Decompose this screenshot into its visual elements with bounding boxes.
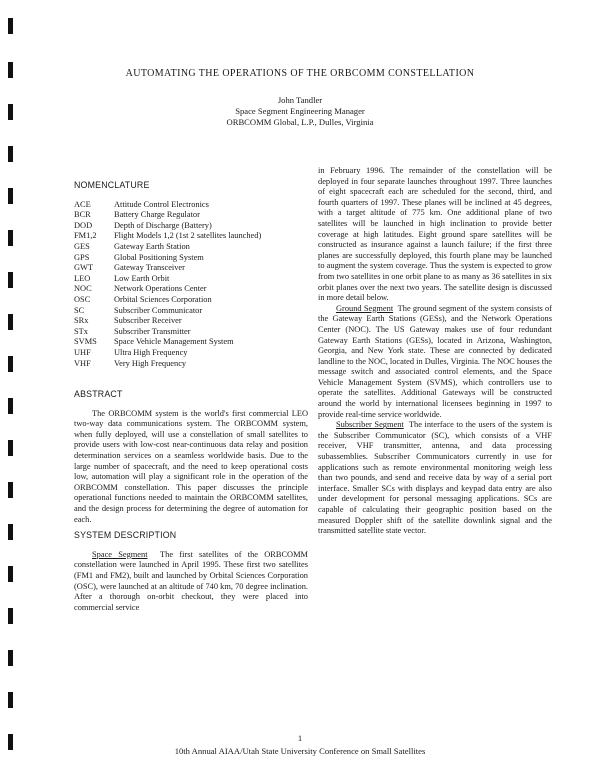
margin-mark: [8, 146, 13, 162]
margin-mark: [8, 188, 13, 204]
nom-abbr: FM1,2: [74, 231, 97, 241]
nomenclature-list: [74, 200, 308, 370]
margin-mark: [8, 314, 13, 330]
margin-mark: [8, 608, 13, 624]
nomenclature-heading: NOMENCLATURE: [74, 180, 150, 190]
author-block: [0, 95, 600, 128]
margin-mark: [8, 650, 13, 666]
space-segment-label: Space Segment: [92, 549, 148, 559]
nom-abbr: DOD: [74, 220, 93, 230]
nom-abbr: ACE: [74, 199, 91, 209]
margin-mark: [8, 440, 13, 456]
nom-abbr: LEO: [74, 273, 91, 283]
space-segment-paragraph: [74, 550, 308, 614]
nom-abbr: GWT: [74, 263, 94, 273]
nom-abbr: GPS: [74, 252, 90, 262]
margin-mark: [8, 524, 13, 540]
nom-def: Gateway Transceiver: [114, 263, 185, 273]
nom-abbr: SRx: [74, 316, 89, 326]
margin-mark: [8, 692, 13, 708]
subscriber-segment-paragraph: [318, 420, 552, 537]
nom-def: Network Operations Center: [114, 284, 207, 294]
space-segment-text: The first satellites of the ORBCOMM constellation were launched in April 1995. These first two satellites (FM1 and FM2), built and launched by Orbital Sciences Corporation (OSC), were launched at an altitude of 740 km, 70 degree inclination. After a thorough on-orbit checkout, they were placed into commercial service: [74, 549, 308, 612]
nom-def: Attitude Control Electronics: [114, 199, 209, 209]
author-affiliation: ORBCOMM Global, L.P., Dulles, Virginia: [226, 117, 374, 127]
nom-def: Gateway Earth Station: [114, 241, 190, 251]
right-column: [318, 166, 552, 537]
margin-mark: [8, 566, 13, 582]
paper-title: AUTOMATING THE OPERATIONS OF THE ORBCOMM CONSTELLATION: [125, 68, 475, 79]
author-name: John Tandler: [277, 95, 323, 105]
nom-def: Subscriber Communicator: [114, 305, 203, 315]
nom-abbr: STx: [74, 326, 88, 336]
nom-def: Battery Charge Regulator: [114, 210, 200, 220]
nom-abbr: OSC: [74, 294, 91, 304]
author-position: Space Segment Engineering Manager: [235, 106, 365, 116]
page-number: 1: [297, 733, 303, 743]
nom-def: Ultra High Frequency: [114, 347, 188, 357]
margin-mark: [8, 230, 13, 246]
subscriber-segment-label: Subscriber Segment: [336, 420, 404, 430]
margin-mark: [8, 356, 13, 372]
margin-mark: [8, 18, 13, 34]
nom-def: Depth of Discharge (Battery): [114, 220, 212, 230]
nom-def: Global Positioning System: [114, 252, 204, 262]
system-description-heading: SYSTEM DESCRIPTION: [74, 530, 177, 541]
nom-abbr: GES: [74, 241, 90, 251]
nom-abbr: UHF: [74, 347, 91, 357]
nom-def: Low Earth Orbit: [114, 273, 170, 283]
space-segment-continued: in February 1996. The remainder of the constellation will be deployed in four separate launches throughout 1997. Three launches of eight spacecraft each are scheduled for the second, third, and fourth quarters of 1997. These planes will be inclined at 45 degrees, with a target altitude of 775 km. One additional plane of two satellites will be launched in high inclination to provide better coverage at high latitudes. Eight ground spare satellites will be constructed as insurance against a launch failure; if the first three planes are successfully deployed, this fourth plane may be launched to augment the system coverage. Thus the system is expected to grow from two satellites in one orbit plane to as many as 36 satellites in six orbit planes over the next two years. The satellite design is discussed in more detail below.: [318, 166, 552, 303]
nom-abbr: NOC: [74, 284, 92, 294]
nom-def: Subscriber Transmitter: [114, 326, 191, 336]
nom-abbr: BCR: [74, 210, 91, 220]
conference-footer: 10th Annual AIAA/Utah State University Conference on Small Satellites: [174, 746, 426, 756]
ground-segment-label: Ground Segment: [336, 303, 394, 313]
nom-def: Orbital Sciences Corporation: [114, 294, 212, 304]
abstract-heading: ABSTRACT: [74, 389, 123, 400]
margin-mark: [8, 272, 13, 288]
subscriber-segment-text: The interface to the users of the system is the Subscriber Communicator (SC), which consists of a VHF receiver, VHF transmitter, antenna, and data processing subassemblies. Subscriber Communicators currently in use for applications such as remote environmental monitoring weigh less than two pounds, and send and receive data by way of a serial port interface. Smaller SCs with displays and keypad data entry are also under development for personal messaging applications. SCs are capable of calculating their geographic position based on the measured Doppler shift of the satellite downlink signal and the transmitted satellite state vector.: [318, 420, 552, 536]
paper-header: [0, 68, 600, 128]
nom-def: Space Vehicle Management System: [114, 337, 234, 347]
ground-segment-paragraph: [318, 304, 552, 421]
nom-def: Flight Models 1,2 (1st 2 satellites launched): [114, 231, 262, 241]
nom-abbr: SC: [74, 305, 85, 315]
nom-abbr: VHF: [74, 358, 91, 368]
ground-segment-text: The ground segment of the system consists of the Gateway Earth Stations (GESs), and the Network Operations Center (NOC). The US Gateway makes use of four redundant Gateway Earth Stations (GESs), located in Arizona, Washington, Georgia, and New York state. These are connected by dedicated landline to the NOC, located in Dulles, Virginia. The NOC houses the message switch and associated control elements, and the Space Vehicle Management System (SVMS), which controllers use to operate the satellites. Additional Gateways will be constructed around the world by international licensees beginning in 1997 to provide real-time service worldwide.: [318, 303, 553, 419]
nom-def: Subscriber Receiver: [114, 316, 182, 326]
left-column: [74, 180, 308, 613]
nom-abbr: SVMS: [74, 337, 97, 347]
nom-def: Very High Frequency: [114, 358, 187, 368]
margin-mark: [8, 482, 13, 498]
margin-mark: [8, 398, 13, 414]
abstract-text: The ORBCOMM system is the world's first commercial LEO two-way data communications system. The ORBCOMM system, when fully deployed, will use a constellation of small satellites to provide users with low-cost near-continuous data relay and position determination services on a seamless worldwide basis. Due to the large number of spacecraft, and the need to keep operational costs low, automation will play a significant role in the operation of the ORBCOMM constellation. This paper discusses the principle operational functions needed to maintain the ORBCOMM satellites, and the design process for determining the degree of automation for each.: [74, 408, 308, 524]
